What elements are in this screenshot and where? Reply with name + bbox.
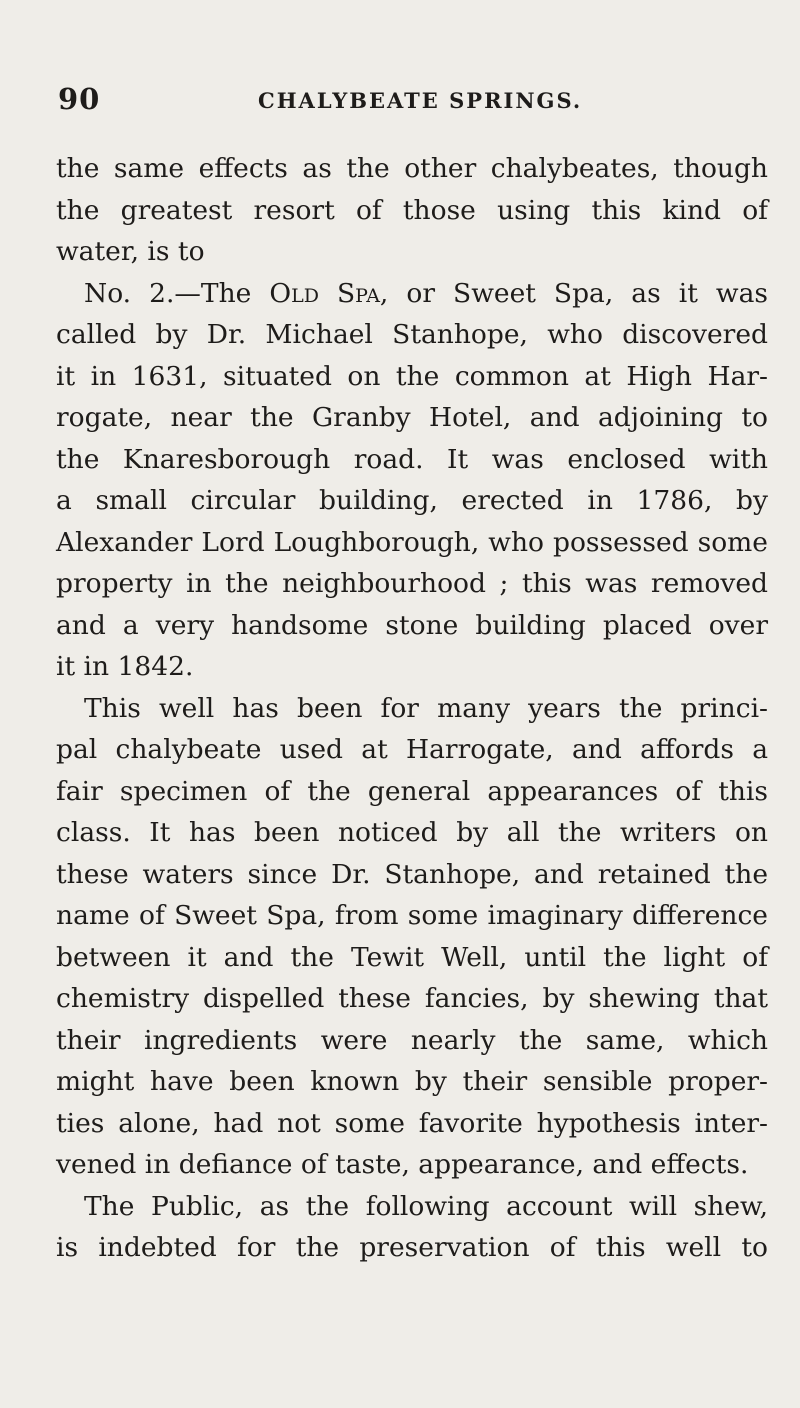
text-line: This well has been for many years the princi-	[84, 692, 768, 724]
text-line: is indebted for the preservation of this well to	[56, 1232, 768, 1263]
body-text	[56, 148, 768, 1269]
text-line: the Knaresborough road. It was enclosed with	[56, 443, 768, 475]
text-line: a small circular building, erected in 1786, by	[56, 485, 768, 516]
text-line: vened in defiance of taste, appearance, and effects.	[56, 1149, 749, 1180]
running-title: CHALYBEATE SPRINGS.	[258, 88, 583, 113]
text-line: their ingredients were nearly the same, which	[56, 1024, 768, 1056]
text-line: rogate, near the Granby Hotel, and adjoining to	[56, 402, 768, 433]
text-line: The Public, as the following account will shew,	[84, 1190, 768, 1222]
text-line: the greatest resort of those using this kind of	[56, 194, 768, 226]
text-line: Alexander Lord Loughborough, who possessed some	[56, 526, 768, 558]
line-suffix: , or Sweet Spa, as it was	[379, 277, 768, 309]
text-line	[56, 273, 768, 315]
text-line: class. It has been noticed by all the writers on	[56, 817, 768, 848]
line-prefix: No. 2.—The	[84, 277, 270, 309]
text-line: ties alone, had not some favorite hypothesis inter-	[56, 1107, 768, 1139]
text-line: it in 1842.	[56, 651, 194, 682]
text-line: water, is to	[56, 236, 205, 267]
text-line: the same effects as the other chalybeates, though	[56, 153, 768, 184]
text-line: fair specimen of the general appearances of this	[56, 775, 768, 807]
text-line: these waters since Dr. Stanhope, and retained the	[56, 858, 768, 890]
text-line: called by Dr. Michael Stanhope, who discovered	[56, 319, 768, 350]
text-line: pal chalybeate used at Harrogate, and affords a	[56, 734, 768, 765]
text-line: property in the neighbourhood ; this was removed	[56, 568, 768, 599]
text-line: chemistry dispelled these fancies, by shewing that	[56, 983, 768, 1014]
text-line: it in 1631, situated on the common at High Har-	[56, 360, 768, 392]
text-line: and a very handsome stone building placed over	[56, 609, 768, 641]
text-line: name of Sweet Spa, from some imaginary difference	[56, 900, 768, 931]
running-head	[58, 82, 758, 122]
page-number: 90	[58, 82, 101, 116]
text-line: between it and the Tewit Well, until the light of	[56, 941, 768, 973]
old-spa-smallcaps: Old Spa	[269, 277, 380, 309]
text-line: might have been known by their sensible proper-	[56, 1066, 768, 1097]
